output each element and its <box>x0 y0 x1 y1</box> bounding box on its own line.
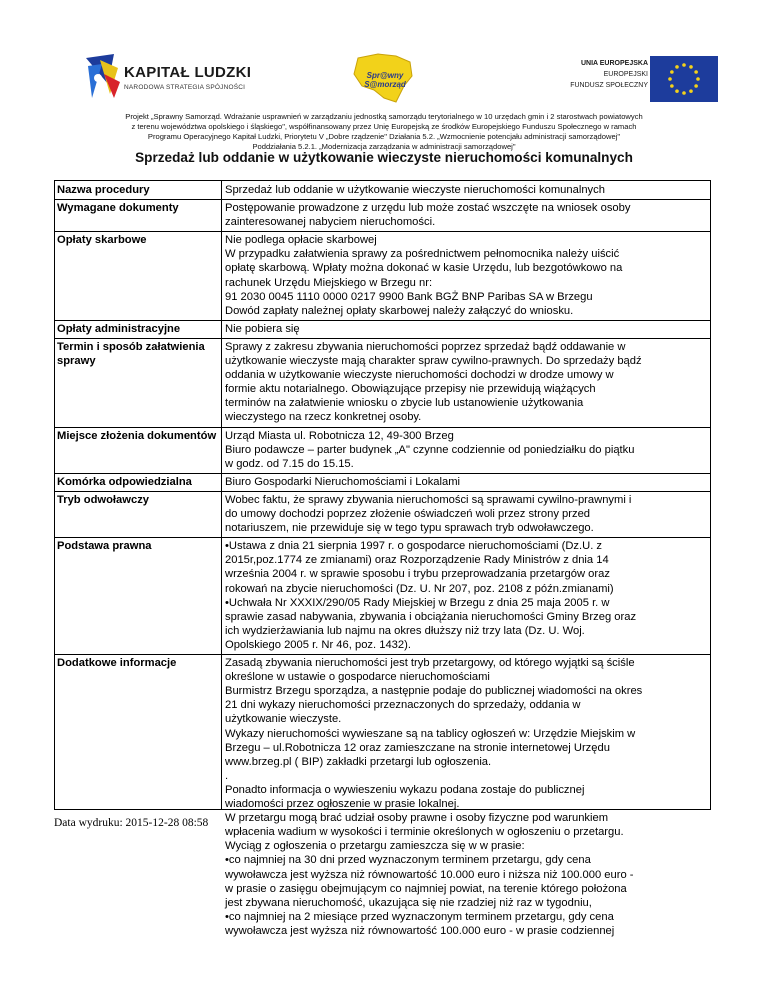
row-value-line: W przetargu mogą brać udział osoby prawne i osoby fizyczne pod warunkiem <box>225 812 609 825</box>
row-label: Miejsce złożenia dokumentów <box>57 429 217 442</box>
row-value-line: Sprzedaż lub oddanie w użytkowanie wieczyste nieruchomości komunalnych <box>225 184 605 196</box>
row-value-line: •Ustawa z dnia 21 sierpnia 1997 r. o gospodarce nieruchomościami (Dz.U. z <box>225 540 603 553</box>
row-value-line: Postępowanie prowadzone z urzędu lub może zostać wszczęte na wniosek osoby <box>225 202 631 215</box>
row-value-line: Burmistrz Brzegu sporządza, a następnie podaje do publicznej wiadomości na okres <box>225 685 643 698</box>
ue-line3: FUNDUSZ SPOŁECZNY <box>570 82 648 89</box>
table-row <box>55 231 711 320</box>
row-label: Nazwa procedury <box>57 184 150 196</box>
row-label: Termin i sposób załatwienia sprawy <box>57 341 205 368</box>
table-row <box>55 427 711 473</box>
row-value-line: Wykazy nieruchomości wywieszane są na tablicy ogłoszeń w: Urzędzie Miejskim w <box>225 727 636 740</box>
row-value <box>225 493 707 535</box>
kapital-ludzki-mark-icon <box>84 54 122 102</box>
ue-efs-logo <box>548 56 718 104</box>
project-info-line: z terenu województwa opolskiego i śląskiego", współfinansowany przez Unię Europejską ze środków Europejskiego Funduszu Społecznego w ramach <box>131 122 637 131</box>
ue-line1: UNIA EUROPEJSKA <box>580 60 648 67</box>
row-value-line: zainteresowanej nabyciem nieruchomości. <box>225 216 436 229</box>
row-value-line: użytkowanie wieczyste. <box>225 713 342 726</box>
print-date: Data wydruku: 2015-12-28 08:58 <box>54 817 209 829</box>
row-value-line: •co najmniej na 30 dni przed wyznaczonym terminem przetargu, gdy cena <box>225 854 591 867</box>
row-value <box>225 233 707 318</box>
row-value-line: Ponadto informacja o wywieszeniu wykazu podana zostaje do publicznej <box>225 783 585 796</box>
row-value-line: Nie pobiera się <box>225 322 300 335</box>
row-value-line: sprawie zasad nabywania, zbywania i obciążania nieruchomości Gminy Brzeg oraz <box>225 610 637 623</box>
row-value-line: 21 dni wykazy nieruchomości przeznaczonych do sprzedaży, oddania w <box>225 699 581 712</box>
row-value-line: Wobec faktu, że sprawy zbywania nieruchomości są sprawami cywilno-prawnymi i <box>225 494 632 506</box>
table-row <box>55 473 711 491</box>
table-row <box>55 199 711 231</box>
row-label: Komórka odpowiedzialna <box>57 475 192 488</box>
row-value-line: jest zbywana nieruchomość, ukazująca się nie rzadziej niż raz w tygodniu, <box>225 896 592 909</box>
row-value-line: Nie podlega opłacie skarbowej <box>225 234 377 247</box>
row-value-line: wywoławcza jest wyższa niż równowartość 10.000 euro i niższa niż 100.000 euro - <box>225 868 634 881</box>
row-value-line: wpłacenia wadium w wysokości i terminie określonych w ogłoszeniu o przetargu. <box>225 826 624 839</box>
ue-text <box>570 58 648 91</box>
row-value-line: . <box>225 769 229 782</box>
row-value-line: wieczystego na rzecz konkretnej osoby. <box>225 411 422 424</box>
row-value-line: formie aktu notarialnego. Obowiązujące przepisy nie przewidują wiążących <box>225 383 596 396</box>
table-row <box>55 537 711 654</box>
row-value-line: użytkowanie wieczyste mają charakter spraw cywilno-prawnych. Do sprzedaży bądź <box>225 355 642 368</box>
table-row <box>55 491 711 537</box>
row-value-line: 2015r,poz.1774 ze zmianami) oraz Rozporządzenie Rady Ministrów z dnia 14 <box>225 554 609 567</box>
row-value-line: opłatę skarbową. Wpłaty można dokonać w kasie Urzędu, lub bezgotówkowo na <box>225 262 623 275</box>
row-value <box>225 201 707 229</box>
project-info-line: Poddziałania 5.2.1. „Modernizacja zarządzania w administracji samorządowej" <box>252 142 516 151</box>
kapital-ludzki-subtitle: NARODOWA STRATEGIA SPÓJNOŚCI <box>124 84 246 91</box>
eu-flag-icon <box>650 56 718 102</box>
row-value <box>225 322 707 336</box>
row-value-line: W przypadku załatwienia sprawy za pośrednictwem pełnomocnika należy uiścić <box>225 248 620 261</box>
document-title: Sprzedaż lub oddanie w użytkowanie wieczyste nieruchomości komunalnych <box>135 150 633 165</box>
table-row <box>55 181 711 199</box>
sprawny-samorzad-logo <box>350 52 416 106</box>
row-value-line: www.brzeg.pl ( BIP) zakładki przetargi lub ogłoszenia. <box>225 755 492 768</box>
row-value-line: rachunek Urzędu Miejskiego w Brzegu nr: <box>225 276 433 289</box>
row-value-line: Dowód zapłaty należnej opłaty skarbowej należy załączyć do wniosku. <box>225 304 574 317</box>
row-value-line: ich wydzierżawiania lub najmu na okres dłuższy niż trzy lata (Dz. U. Woj. <box>225 624 585 637</box>
row-label: Opłaty skarbowe <box>57 234 147 247</box>
row-label: Tryb odwoławczy <box>57 494 150 506</box>
kapital-ludzki-logo <box>84 54 314 104</box>
table-row <box>55 320 711 338</box>
sprawny-samorzad-text: Spr@wny S@morząd <box>364 71 406 89</box>
row-value-line: Biuro podawcze – parter budynek „A" czynne codziennie od poniedziałku do piątku <box>225 443 635 456</box>
kapital-ludzki-title: KAPITAŁ LUDZKI <box>124 64 252 81</box>
row-value-line: •co najmniej na 2 miesiące przed wyznaczonym terminem przetargu, gdy cena <box>225 910 614 923</box>
table-row <box>55 654 711 940</box>
header-logos <box>0 52 768 108</box>
row-value-line: Sprawy z zakresu zbywania nieruchomości poprzez sprzedaż bądź oddawanie w <box>225 341 626 353</box>
row-value-line: notariuszem, nie przewiduje się w tego typu sprawach tryb odwoławczego. <box>225 522 594 535</box>
ue-line2: EUROPEJSKI <box>603 71 648 78</box>
row-value <box>225 183 707 197</box>
row-value-line: wywoławcza jest wyższa niż równowartość 100.000 euro - w prasie codziennej <box>225 924 615 937</box>
row-value <box>225 475 707 489</box>
row-value-line: Brzegu – ul.Robotnicza 12 oraz zamieszczane na stronie internetowej Urzędu <box>225 741 610 754</box>
project-info-line: Programu Operacyjnego Kapitał Ludzki, Priorytetu V „Dobre rządzenie" Działania 5.2. „Wzmocnienie potencjału administracji samorządowej" <box>147 132 621 141</box>
row-value-line: rokowań na zbycie nieruchomości (Dz. U. Nr 207, poz. 2108 z późn.zmianami) <box>225 582 614 595</box>
row-value-line: w prasie o zasięgu obejmującym co najmniej powiat, na terenie którego położona <box>225 882 627 895</box>
row-value-line: 91 2030 0045 1110 0000 0217 9900 Bank BGŻ BNP Paribas SA w Brzegu <box>225 290 593 303</box>
row-value-line: •Uchwała Nr XXXIX/290/05 Rady Miejskiej w Brzegu z dnia 25 maja 2005 r. w <box>225 596 610 609</box>
row-label: Podstawa prawna <box>57 540 152 553</box>
row-label: Dodatkowe informacje <box>57 657 177 670</box>
row-value-line: wiadomości przez ogłoszenie w prasie lokalnej. <box>225 798 460 811</box>
row-value <box>225 539 707 652</box>
row-value <box>225 656 707 938</box>
table-row <box>55 338 711 427</box>
row-value <box>225 429 707 471</box>
row-label: Wymagane dokumenty <box>57 202 179 215</box>
row-value-line: Opolskiego 2005 r. Nr 46, poz. 1432). <box>225 638 411 651</box>
row-value-line: Biuro Gospodarki Nieruchomościami i Lokalami <box>225 475 461 488</box>
project-info-line: Projekt „Sprawny Samorząd. Wdrażanie usprawnień w zarządzaniu jednostką samorządu terytorialnego w 10 urzędach gmin i 2 starostwach powiatowych <box>125 112 643 121</box>
project-info <box>60 112 708 152</box>
row-label: Opłaty administracyjne <box>57 322 181 335</box>
row-value-line: do umowy dochodzi poprzez złożenie oświadczeń woli przez strony przed <box>225 508 591 521</box>
row-value-line: w godz. od 7.15 do 15.15. <box>225 457 354 470</box>
row-value-line: określone w ustawie o gospodarce nieruchomościami <box>225 671 490 684</box>
row-value <box>225 340 707 425</box>
row-value-line: Zasadą zbywania nieruchomości jest tryb przetargowy, od którego wyjątki są ściśle <box>225 657 635 670</box>
row-value-line: Urząd Miasta ul. Robotnicza 12, 49-300 Brzeg <box>225 429 454 442</box>
row-value-line: września 2004 r. w sprawie sposobu i trybu przeprowadzania przetargów oraz <box>225 568 610 581</box>
row-value-line: terminów na załatwienie wniosku o zbycie lub ustanowienie użytkowania <box>225 397 584 410</box>
row-value-line: Wyciąg z ogłoszenia o przetargu zamieszcza się w w prasie: <box>225 840 525 853</box>
row-value-line: oddania w użytkowanie wieczyste nieruchomości dochodzi w drodze umowy w <box>225 369 614 382</box>
